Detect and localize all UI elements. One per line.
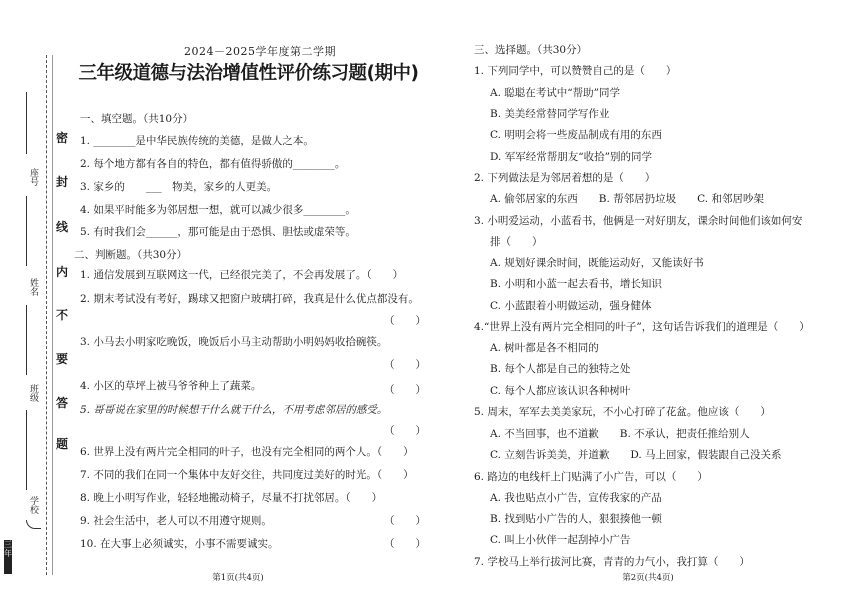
field-curve: [26, 520, 41, 529]
choice-question: 2. 下列做法是为邻居着想的是（ ）: [474, 172, 656, 184]
seal-char: 题: [55, 437, 68, 451]
seal-char: 不: [55, 308, 68, 322]
choice-option[interactable]: C. 小蓝跟着小明做运动，强身健体: [490, 300, 652, 312]
choice-option[interactable]: B. 小明和小蓝一起去看书，增长知识: [490, 278, 662, 290]
seal-dashed-line: [46, 55, 47, 575]
seal-char: 要: [55, 352, 68, 366]
seal-char: 内: [55, 265, 68, 279]
fill-question: 5. 有时我们会______，那可能是由于恐惧、胆怯或虚荣等。: [80, 226, 356, 238]
judge-question: 9. 社会生活中，老人可以不用遵守规则。: [80, 515, 272, 527]
judge-question: 6. 世界上没有两片完全相同的叶子，也没有完全相同的两个人。（ ）: [80, 446, 414, 458]
judge-question: 1. 通信发展到互联网这一代，已经很完美了，不会再发展了。（ ）: [80, 269, 404, 281]
judge-question: 10. 在大事上必须诚实，小事不需要诚实。: [80, 538, 279, 550]
judge-section-heading: 二、判断题。（共30分）: [74, 249, 188, 261]
fill-question: 3. 家乡的 ___ 物美，家乡的人更美。: [80, 181, 278, 193]
judge-question: 5. 哥哥说在家里的时候想干什么就干什么，不用考虑邻居的感受。: [80, 404, 388, 416]
field-line: [26, 410, 27, 490]
fill-section-heading: 一、填空题。（共10分）: [80, 113, 194, 125]
right-page: [430, 0, 860, 608]
choice-option[interactable]: A. 偷邻居家的东西 B. 帮邻居扔垃圾 C. 和邻居吵架: [490, 193, 764, 205]
class-label: 班级: [28, 384, 38, 402]
fill-question: 2. 每个地方都有各自的特色，都有值得骄傲的________。: [80, 158, 346, 170]
field-line: [26, 305, 27, 375]
choice-option[interactable]: D. 军军经常帮朋友“收拾”别的同学: [490, 151, 652, 163]
choice-section-heading: 三、选择题。（共30分）: [474, 44, 588, 56]
judge-question: 2. 期末考试没有考好，踢球又把窗户玻璃打碎，我真是什么优点都没有。: [80, 293, 419, 305]
school-year: 2024－2025学年度第二学期: [184, 45, 336, 58]
field-line: [26, 92, 27, 154]
seal-solid-line: [52, 55, 53, 575]
answer-parentheses[interactable]: （ ）: [384, 384, 426, 396]
choice-option[interactable]: C. 立刻告诉美美，并道歉 D. 马上回家，假装跟自己没关系: [490, 449, 782, 461]
judge-question: 8. 晚上小明写作业，轻轻地搬动椅子，尽量不打扰邻居。（ ）: [80, 492, 383, 504]
seal-char: 密: [55, 131, 68, 145]
name-label: 姓名: [28, 278, 38, 296]
choice-option[interactable]: B. 每个人都是自己的独特之处: [490, 363, 631, 375]
choice-option[interactable]: A. 不当回事，也不道歉 B. 不承认，把责任推给别人: [490, 428, 750, 440]
fill-question: 4. 如果平时能多为邻居想一想，就可以减少很多________。: [80, 204, 356, 216]
judge-question: 4. 小区的草坪上被马爷爷种上了蔬菜。: [80, 380, 262, 392]
answer-parentheses[interactable]: （ ）: [384, 425, 426, 437]
seal-char: 答: [55, 396, 68, 410]
choice-question: 7. 学校马上举行拔河比赛，青青的力气小，我打算（ ）: [474, 556, 750, 568]
page-footer: 第1页(共4页): [212, 573, 264, 583]
fill-question: 1. ________是中华民族传统的美德，是做人之本。: [80, 135, 314, 147]
page-title: 三年级道德与法治增值性评价练习题(期中): [78, 63, 419, 84]
grade-tab: 三年: [4, 540, 12, 574]
choice-option[interactable]: B. 美美经常替同学写作业: [490, 108, 610, 120]
page-footer: 第2页(共4页): [622, 573, 674, 583]
choice-question: 1. 下列同学中，可以赞赞自己的是（ ）: [474, 65, 677, 77]
judge-question: 3. 小马去小明家吃晚饭，晚饭后小马主动帮助小明妈妈收拾碗筷。: [80, 336, 388, 348]
answer-parentheses[interactable]: （ ）: [384, 359, 426, 371]
judge-question: 7. 不同的我们在同一个集体中友好交往，共同度过美好的时光。（ ）: [80, 469, 414, 481]
choice-option[interactable]: A. 我也贴点小广告，宣传我家的产品: [490, 492, 662, 504]
field-line: [26, 196, 27, 266]
choice-option[interactable]: B. 找到贴小广告的人，狠狠揍他一顿: [490, 513, 662, 525]
choice-option[interactable]: A. 树叶都是各不相同的: [490, 342, 599, 354]
seal-char: 封: [55, 175, 68, 189]
choice-option[interactable]: A. 规划好课余时间，既能运动好，又能读好书: [490, 257, 704, 269]
answer-parentheses[interactable]: （ ）: [384, 515, 426, 527]
choice-question: 3. 小明爱运动，小蓝看书，他俩是一对好朋友，课余时间他们该如何安: [474, 215, 803, 227]
choice-question: 6. 路边的电线杆上门贴满了小广告，可以（ ）: [474, 471, 708, 483]
answer-parentheses[interactable]: （ ）: [384, 538, 426, 550]
answer-parentheses[interactable]: （ ）: [384, 315, 426, 327]
choice-option[interactable]: C. 每个人都应该认识各种树叶: [490, 385, 631, 397]
binding-margin: [0, 0, 74, 608]
seal-char: 线: [55, 220, 68, 234]
seat-number-label: 座号: [28, 168, 38, 186]
choice-option[interactable]: C. 明明会将一些废品制成有用的东西: [490, 129, 662, 141]
choice-option[interactable]: A. 聪聪在考试中“帮助”同学: [490, 87, 620, 99]
school-label: 学校: [28, 496, 38, 514]
choice-question: 5. 周末，军军去美美家玩，不小心打碎了花盆。他应该（ ）: [474, 406, 771, 418]
choice-question: 排（ ）: [490, 236, 543, 248]
choice-option[interactable]: C. 叫上小伙伴一起刮掉小广告: [490, 534, 631, 546]
choice-question: 4.“世界上没有两片完全相同的叶子”，这句话告诉我们的道理是（ ）: [474, 321, 810, 333]
